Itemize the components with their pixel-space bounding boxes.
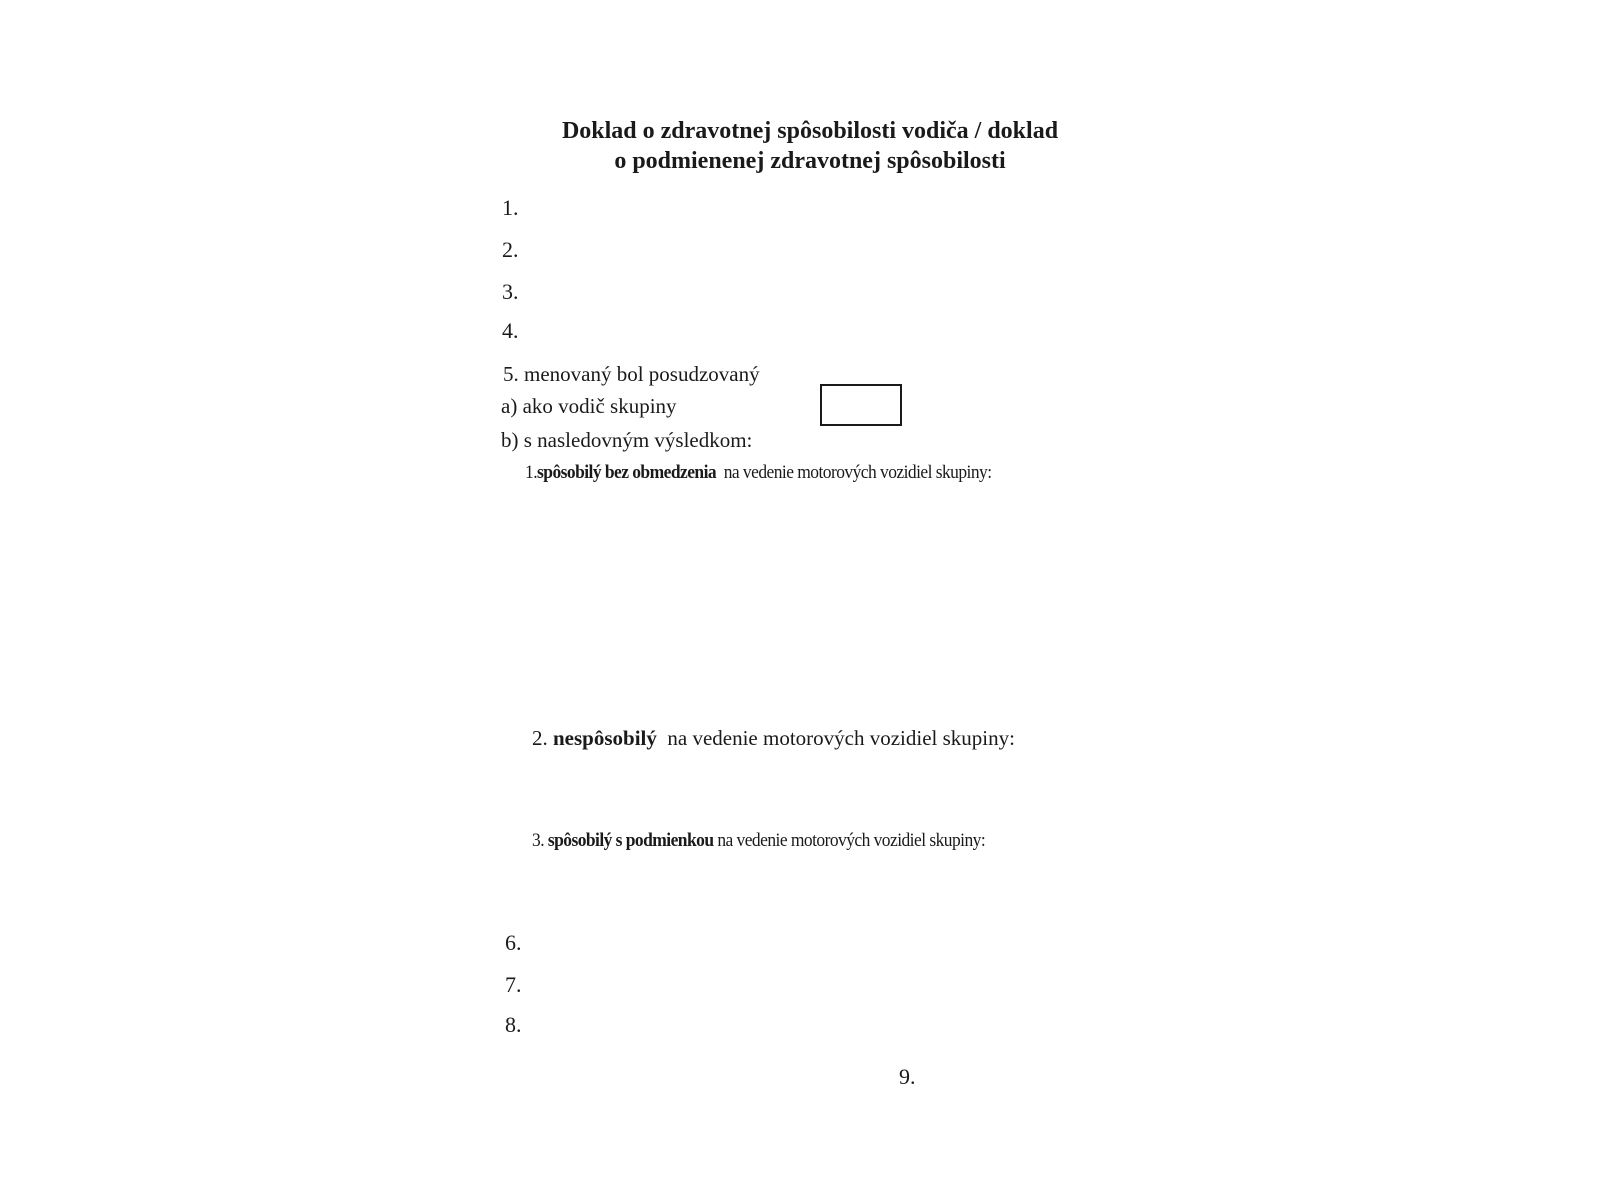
item-8-number: 8. bbox=[505, 1012, 522, 1037]
driver-group-box[interactable] bbox=[820, 384, 902, 426]
result-1-status: spôsobilý bez obmedzenia bbox=[537, 462, 717, 483]
document-title-line-2: o podmienenej zdravotnej spôsobilosti bbox=[614, 148, 1006, 174]
result-1-number: 1. bbox=[525, 462, 538, 483]
item-1-number: 1. bbox=[502, 195, 519, 220]
result-2-status: nespôsobilý bbox=[553, 726, 657, 750]
document-title-line-1: Doklad o zdravotnej spôsobilosti vodiča / doklad bbox=[561, 118, 1059, 144]
result-3-description: na vedenie motorových vozidiel skupiny: bbox=[717, 830, 986, 851]
result-1-description: na vedenie motorových vozidiel skupiny: bbox=[723, 462, 992, 483]
result-2-description: na vedenie motorových vozidiel skupiny: bbox=[667, 726, 1015, 750]
result-2-line bbox=[532, 726, 1015, 750]
item-4-number: 4. bbox=[502, 318, 519, 343]
item-6-number: 6. bbox=[505, 930, 522, 955]
item-7-number: 7. bbox=[505, 972, 522, 997]
item-2-number: 2. bbox=[502, 237, 519, 262]
item-3-number: 3. bbox=[502, 279, 519, 304]
item-5-label: 5. menovaný bol posudzovaný bbox=[503, 362, 760, 386]
item-5a-label: a) ako vodič skupiny bbox=[501, 394, 677, 418]
item-5b-label: b) s nasledovným výsledkom: bbox=[501, 428, 753, 452]
item-9-number: 9. bbox=[899, 1064, 916, 1089]
result-2-number: 2. bbox=[532, 726, 548, 750]
result-3-line bbox=[532, 829, 985, 853]
result-3-number: 3. bbox=[532, 830, 545, 851]
result-1-line bbox=[525, 461, 992, 485]
result-3-status: spôsobilý s podmienkou bbox=[547, 830, 714, 851]
